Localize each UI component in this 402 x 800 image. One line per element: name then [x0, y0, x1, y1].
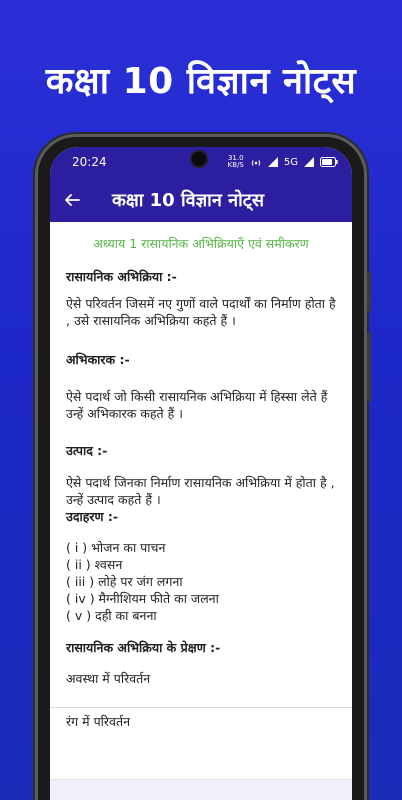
network-speed-unit: KB/S [227, 161, 244, 169]
list-item: अवस्था में परिवर्तन [66, 671, 151, 686]
list-item: ( iii ) लोहे पर जंग लगना [66, 574, 183, 589]
section-paragraph: ऐसे पदार्थ जिनका निर्माण रासायनिक अभिक्रिया में होता है , उन्हें उत्पाद कहते हैं । [66, 475, 335, 507]
section-heading: रासायनिक अभिक्रिया के प्रेक्षण :- [66, 640, 221, 655]
power-button [367, 272, 371, 312]
app-bar-title: कक्षा 10 विज्ञान नोट्स [112, 189, 264, 211]
signal-icon [304, 157, 314, 167]
arrow-left-icon [64, 192, 80, 208]
list-item: रंग में परिवर्तन [66, 714, 131, 729]
camera-icon [192, 152, 206, 166]
section-heading: उदाहरण :- [66, 509, 119, 524]
phone-screen [50, 147, 352, 800]
hotspot-icon [250, 156, 262, 168]
list-item: ( i ) भोजन का पाचन [66, 540, 166, 555]
section-heading: उत्पाद :- [66, 443, 108, 458]
status-bar [50, 147, 352, 177]
list-item: ( v ) दही का बनना [66, 608, 157, 623]
section-paragraph: ऐसे पदार्थ जो किसी रासायनिक अभिक्रिया में हिस्सा लेते हैं उन्हें अभिकारक कहते हैं । [66, 389, 328, 421]
app-bar [50, 177, 352, 222]
examples-list [66, 539, 336, 624]
section-paragraph: ऐसे परिवर्तन जिसमें नए गुणों वाले पदार्थों का निर्माण होता है , उसे रासायनिक अभिक्रिया कहते हैं । [66, 296, 336, 328]
section-heading: अभिकारक :- [66, 352, 130, 367]
volume-button [367, 332, 371, 402]
network-type: 5G [283, 156, 298, 168]
signal-icon [268, 157, 278, 167]
notes-content[interactable] [50, 235, 352, 708]
chapter-title: अध्याय 1 रासायनिक अभिक्रियाएँ एवं समीकरण [93, 236, 309, 251]
section-heading: रासायनिक अभिक्रिया :- [66, 269, 177, 284]
network-speed-value: 31.0 [227, 154, 244, 162]
network-speed [228, 155, 244, 169]
promo-title: कक्षा 10 विज्ञान नोट्स [45, 61, 357, 102]
status-icons [228, 155, 338, 169]
bottom-bar [50, 779, 352, 800]
list-item: ( ii ) श्वसन [66, 557, 123, 572]
list-item: ( iv ) मैग्नीशियम फीते का जलना [66, 591, 219, 606]
cut-content [50, 709, 352, 779]
status-time: 20:24 [72, 155, 107, 169]
divider [50, 707, 352, 708]
back-button[interactable] [60, 188, 84, 212]
battery-icon [320, 157, 338, 167]
phone-frame [38, 137, 364, 800]
